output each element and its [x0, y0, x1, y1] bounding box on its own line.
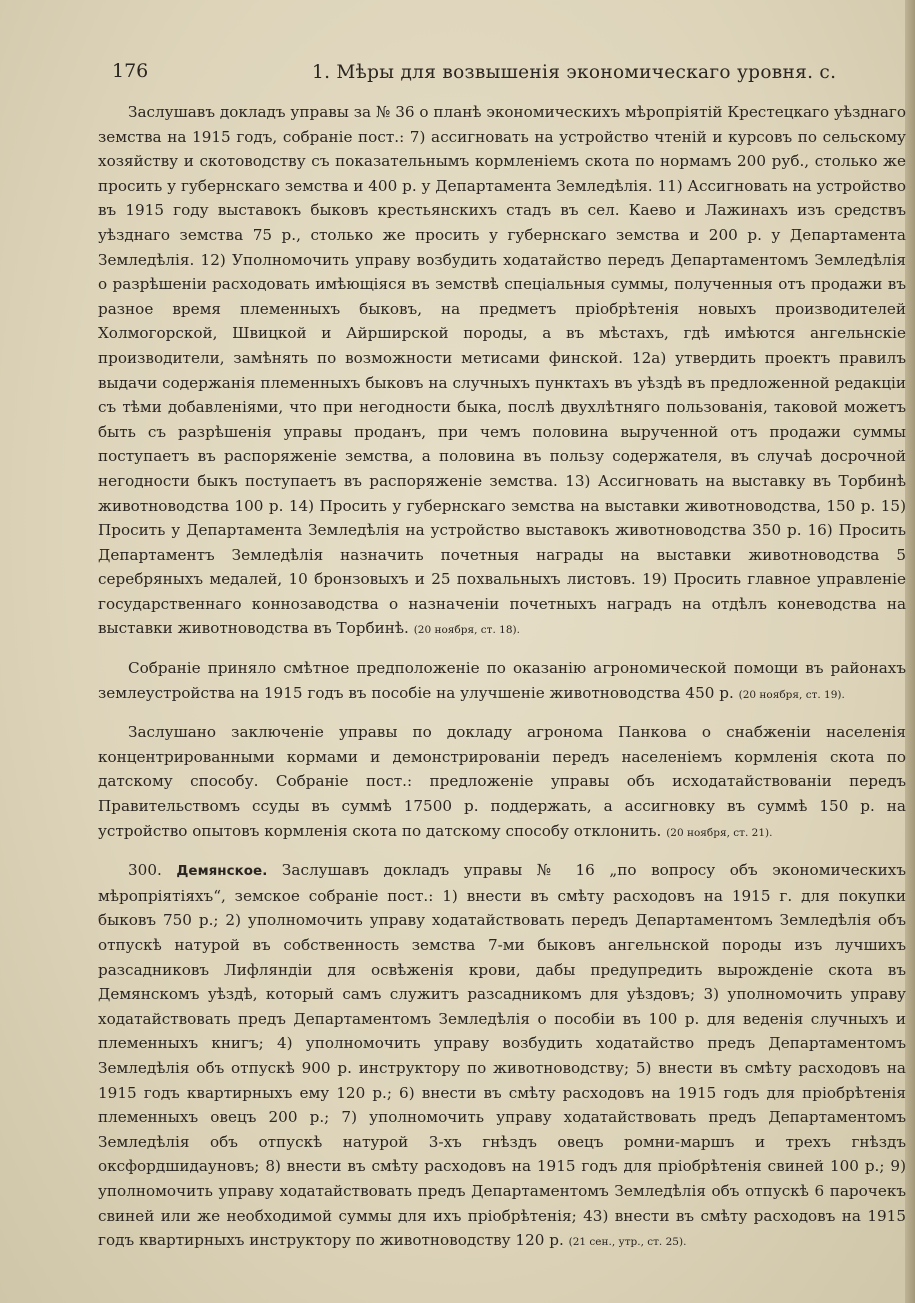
- section-place: Демянское.: [176, 863, 268, 880]
- paragraph-agronomic-help: [98, 656, 906, 707]
- paragraph-concentrated-feed: [98, 720, 906, 845]
- page-number: 176: [112, 60, 149, 82]
- source-reference: (21 сен., утр., ст. 25).: [568, 1236, 687, 1249]
- page-edge-shadow: [905, 0, 915, 1303]
- source-reference: (20 ноября, ст. 21).: [666, 826, 773, 839]
- source-reference: (20 ноября, ст. 18).: [413, 624, 520, 637]
- running-title: 1. Мѣры для возвышенія экономическаго уровня. с.: [312, 62, 837, 83]
- page-header: [112, 60, 902, 90]
- paragraph-demyanskoe: [98, 858, 906, 1255]
- paragraph-text: Заслушавъ докладъ управы № 16 „по вопросу объ экономическихъ мѣропріятіяхъ“, земское собраніе пост.: 1) внести въ смѣту расходовъ на 1915 г. для покупки быковъ 750 р.; 2) уполномочить управу ходатайствовать передъ Департаментомъ Земледѣлія объ отпускѣ натурой въ собственность земства 7-ми быковъ ангельнской породы изъ лучшихъ разсадниковъ Лифляндіи для освѣженія крови, дабы предупредить вырожденіе скота въ Демянскомъ уѣздѣ, который самъ служитъ разсадникомъ для уѣздовъ; 3) уполномочить управу ходатайствовать предъ Департаментомъ Земледѣлія о пособіи въ 100 р. для веденія случныхъ и племенныхъ книгъ; 4) уполномочить управу возбудить ходатайство предъ Департаментомъ Земледѣлія объ отпускѣ 900 р. инструктору по животноводству; 5) внести въ смѣту расходовъ на 1915 годъ квартирныхъ ему 120 р.; 6) внести въ смѣту расходовъ на 1915 годъ для пріобрѣтенія племенныхъ овецъ 200 р.; 7) уполномочить управу ходатайствовать предъ Департаментомъ Земледѣлія объ отпускѣ натурой 3-хъ гнѣздъ овецъ ромни-маршъ и трехъ гнѣздъ оксфордшидауновъ; 8) внести въ смѣту расходовъ на 1915 годъ для пріобрѣтенія свиней 100 р.; 9) уполномочить управу ходатайствовать предъ Департаментомъ Земледѣлія объ отпускѣ 6 парочекъ свиней или же необходимой суммы для ихъ пріобрѣтенія; 43) внести въ смѣту расходовъ на 1915 годъ квартирныхъ инструктору по животноводству 120 р.: [98, 861, 907, 1250]
- paragraph-krestetsky: [98, 100, 906, 643]
- paragraph-text: Заслушавъ докладъ управы за № 36 о планѣ экономическихъ мѣропріятій Крестецкаго уѣзднаго земства на 1915 годъ, собраніе пост.: 7) ассигновать на устройство чтеній и курсовъ по сельскому хозяйству и скотоводству съ показательнымъ кормленіемъ скота по нормамъ 200 руб., столько же просить у губернскаго земства и 400 р. у Департамента Земледѣлія. 11) Ассигновать на устройство въ 1915 году выставокъ быковъ крестьянскихъ стадъ въ сел. Каево и Лажинахъ изъ средствъ уѣзднаго земства 75 р., столько же просить у губернскаго земства и 200 р. у Департамента Земледѣлія. 12) Уполномочить управу возбудить ходатайство передъ Департаментомъ Земледѣлія о разрѣшеніи расходовать имѣющіяся въ земствѣ спеціальныя суммы, полученныя отъ продажи въ разное время племенныхъ быковъ, на предметъ пріобрѣтенія новыхъ производителей Холмогорской, Швицкой и Айрширской породы, а въ мѣстахъ, гдѣ имѣются ангельнскіе производители, замѣнять по возможности метисами финской. 12а) утвердить проектъ правилъ выдачи содержанія племенныхъ быковъ на случныхъ пунктахъ въ уѣздѣ въ предложенной редакціи съ тѣми добавленіями, что при негодности быка, послѣ двухлѣтняго пользованія, таковой можетъ быть съ разрѣшенія управы проданъ, при чемъ половина вырученной отъ продажи суммы поступаетъ въ распоряженіе земства, а половина въ пользу содержателя, въ случаѣ досрочной негодности быкъ поступаетъ въ распоряженіе земства. 13) Ассигновать на выставку въ Торбинѣ животноводства 100 р. 14) Просить у губернскаго земства на выставки животноводства, 150 р. 15) Просить у Департамента Земледѣлія на устройство выставокъ животноводства 350 р. 16) Просить Департаментъ Земледѣлія назначить почетныя награды на выставки животноводства 5 серебряныхъ медалей, 10 бронзовыхъ и 25 похвальныхъ листовъ. 19) Просить главное управленіе государственнаго коннозаводства о назначеніи почетныхъ наградъ на отдѣлъ коневодства на выставки животноводства въ Торбинѣ.: [98, 103, 906, 638]
- paragraph-text: Собраніе приняло смѣтное предположеніе по оказанію агрономической помощи въ районахъ землеустройства на 1915 годъ въ пособіе на улучшеніе животноводства 450 р.: [98, 659, 906, 702]
- page-body: [98, 100, 906, 1268]
- paragraph-text: Заслушано заключеніе управы по докладу агронома Панкова о снабженіи населенія концентрированными кормами и демонстрированіи передъ населеніемъ кормленія скота по датскому способу. Собраніе пост.: предложеніе управы объ исходатайствованіи передъ Правительствомъ ссуды въ суммѣ 17500 р. поддержать, а ассигновку въ суммѣ 150 р. на устройство опытовъ кормленія скота по датскому способу отклонить.: [98, 723, 906, 840]
- source-reference: (20 ноября, ст. 19).: [738, 688, 845, 701]
- section-number: 300.: [128, 861, 162, 880]
